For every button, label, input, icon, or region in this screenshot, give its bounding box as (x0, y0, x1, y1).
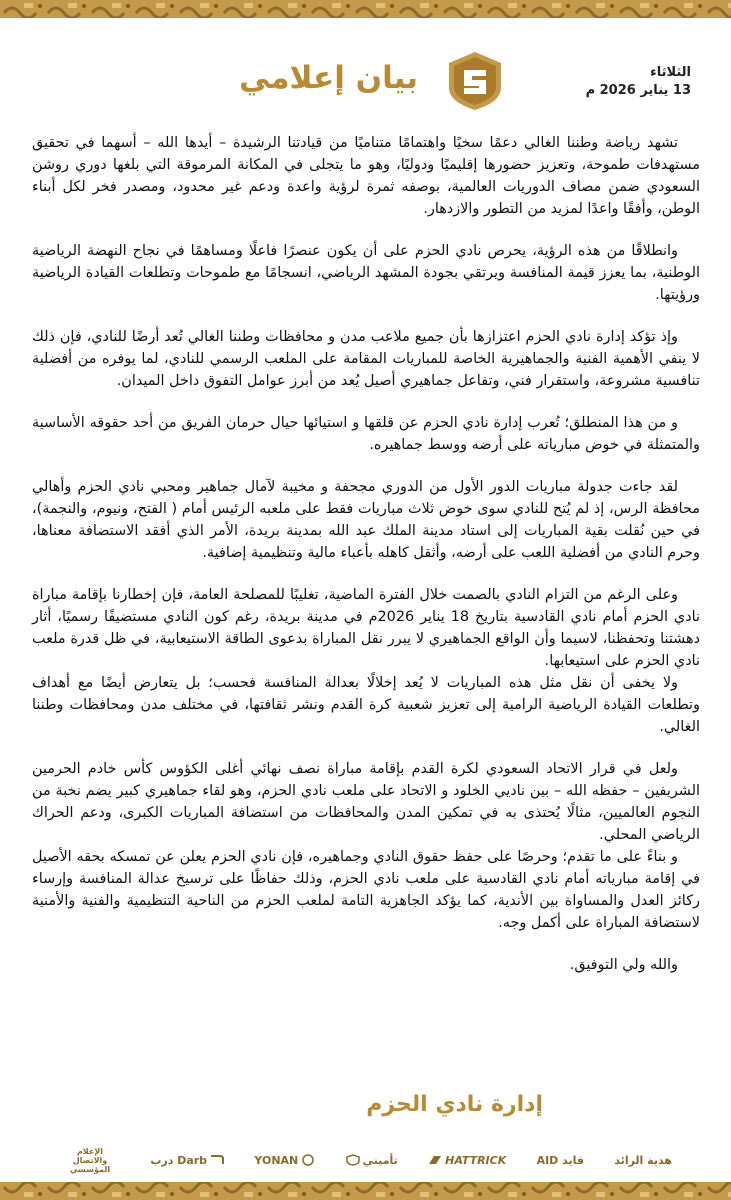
paragraph-2: وانطلاقًا من هذه الرؤية، يحرص نادي الحزم على أن يكون عنصرًا فاعلًا ومساهمًا في نجاح النهضة الرياضية الوطنية، بما يعزز قيمة المنافسة ويرتقي بجودة المشهد الرياضي، انسجامًا مع طموحات وتطلعات القيادة الرياضية ورؤيتها. (32, 243, 700, 303)
sponsor-hattrick (428, 1154, 506, 1167)
bottom-decorative-band (0, 1182, 731, 1200)
bottom-pattern (0, 1182, 731, 1200)
sponsor-media-communication (60, 1147, 120, 1174)
signature: إدارة نادي الحزم (366, 1092, 543, 1117)
paragraph-1: تشهد رياضة وطننا الغالي دعمًا سخيًا واهتمامًا متناميًا من قيادتنا الرشيدة – أيدها الله – أسهما في تحقيق مستهدفات طموحة، وتعزيز حضورها إقليميًا ودوليًا، وهو ما يتجلى في المكانة المرموقة التي بلغها دوري روشن السعودي ضمن مصاف الدوريات العالمية، بوصفه ثمرة لرؤية واعدة ودعم غير محدود، ومصدر فخر لكل أبناء الوطن، وأفقًا واعدًا لمزيد من التطور والازدهار. (32, 135, 700, 217)
paragraph-3: وإذ تؤكد إدارة نادي الحزم اعتزازها بأن جميع ملاعب مدن و محافظات وطننا الغالي تُعد أرضًا للنادي، فإن ذلك لا ينفي الأهمية الفنية والجماهيرية الخاصة للمباريات المقامة على الملعب الرسمي للنادي، لما يوفره من أفضلية تنافسية مشروعة، واستقرار فني، وتفاعل جماهيري أصيل يُعد من أبرز عوامل التفوق داخل الميدان. (32, 329, 700, 389)
alhazm-club-logo-icon (444, 50, 506, 112)
sponsor-label: درب Darb (150, 1153, 208, 1167)
paragraph-closing: والله ولي التوفيق. (569, 957, 678, 973)
taameeni-shield-icon (346, 1154, 360, 1166)
header (0, 48, 731, 118)
sponsor-fayed-aid (537, 1154, 584, 1167)
date-block (586, 64, 691, 100)
yonan-logo-icon (301, 1154, 315, 1166)
paragraph-7: ولا يخفى أن نقل مثل هذه المباريات لا يُعد إخلالًا بعدالة المنافسة فحسب؛ بل يتعارض أيضًا مع أهداف وتطلعات القيادة الرياضية الرامية إلى تعزيز شعبية كرة القدم ونشر ثقافتها، في مختلف مدن ومحافظات وطننا الغالي. (32, 675, 700, 735)
paragraph-6: وعلى الرغم من التزام النادي بالصمت خلال الفترة الماضية، تغليبًا للمصلحة العامة، فإن إخطارنا بإقامة مباراة نادي الحزم أمام نادي القادسية بتاريخ 18 يناير 2026م في مدينة بريدة، رغم كون النادي مستضيفًا رسميًا، أثار دهشتنا وتحفظنا، لاسيما وأن الواقع الجماهيري لا يبرر نقل المباراة بدعوى الطاقة الاستيعابية، في ظل قدرة ملعب نادي الحزم على استيعابها. (32, 587, 700, 669)
darb-logo-icon (210, 1154, 224, 1166)
statement-title: بيان إعلامي (238, 60, 419, 96)
sponsor-label: فايد AID (536, 1153, 584, 1167)
day-label: الثلاثاء (650, 65, 691, 80)
brand (236, 50, 506, 112)
sponsor-label: HATTRICK (445, 1153, 507, 1167)
paragraph-4: و من هذا المنطلق؛ تُعرب إدارة نادي الحزم عن قلقها و استيائها حيال حرمان الفريق من أحد حقوقه الأساسية والمتمثلة في خوض مبارياته على أرضه ووسط جماهيره. (32, 415, 700, 453)
sponsor-hadiyat-alraed (614, 1154, 672, 1167)
sponsor-label: الإعلام والاتصال المؤسسي (69, 1146, 111, 1174)
sponsor-darb (150, 1154, 224, 1167)
top-pattern (0, 0, 731, 18)
sponsor-yonan (254, 1154, 315, 1167)
sponsors-row (60, 1148, 672, 1172)
sponsor-label: هدية الرائد (614, 1153, 672, 1167)
statement-body (32, 132, 700, 996)
date-label: 13 يناير 2026 م (585, 83, 691, 98)
top-decorative-band (0, 0, 731, 18)
sponsor-label: YONAN (254, 1153, 299, 1167)
paragraph-9: و بناءً على ما تقدم؛ وحرصًا على حفظ حقوق النادي وجماهيره، فإن نادي الحزم يعلن عن تمسكه بحقه الأصيل في إقامة مبارياته أمام نادي القادسية على ملعب نادي الحزم، وذلك حفاظًا على ترسيخ عدالة المنافسة وإرساء ركائز العدل والمساواة بين الأندية، كما يؤكد الجاهزية التامة لملعب الحزم من الناحية التنظيمية والفنية والأمنية لاستضافة المباراة على أكمل وجه. (32, 849, 700, 931)
sponsor-taameeni (346, 1154, 398, 1167)
sponsor-label: تأميني (362, 1153, 398, 1167)
hattrick-logo-icon (428, 1154, 442, 1166)
paragraph-8: ولعل في قرار الاتحاد السعودي لكرة القدم بإقامة مباراة نصف نهائي أغلى الكؤوس كأس خادم الحرمين الشريفين – حفظه الله – بين ناديي الخلود و الاتحاد على ملعب نادي الحزم، وهو لقاء جماهيري كبير يضم نخبة من النجوم العالميين، مثالًا يُحتذى به في تمكين المدن والمحافظات من استضافة المباريات الكبرى، ودعم الحراك الرياضي المحلي. (32, 761, 700, 843)
paragraph-5: لقد جاءت جدولة مباريات الدور الأول من الدوري مجحفة و مخيبة لآمال جماهير ومحبي نادي الحزم وأهالي محافظة الرس، إذ لم يُتح للنادي سوى خوض ثلاث مباريات فقط على ملعبه الرئيس أمام ( الفتح، ونيوم، والنجمة)، في حين نُقلت بقية المباريات إلى استاد مدينة الملك عبد الله بمدينة بريدة، الأمر الذي أفقد الاستضافة معناها، وحرم النادي من أفضلية اللعب على أرضه، وأثقل كاهله بأعباء مالية وتنظيمية إضافية. (32, 479, 700, 561)
